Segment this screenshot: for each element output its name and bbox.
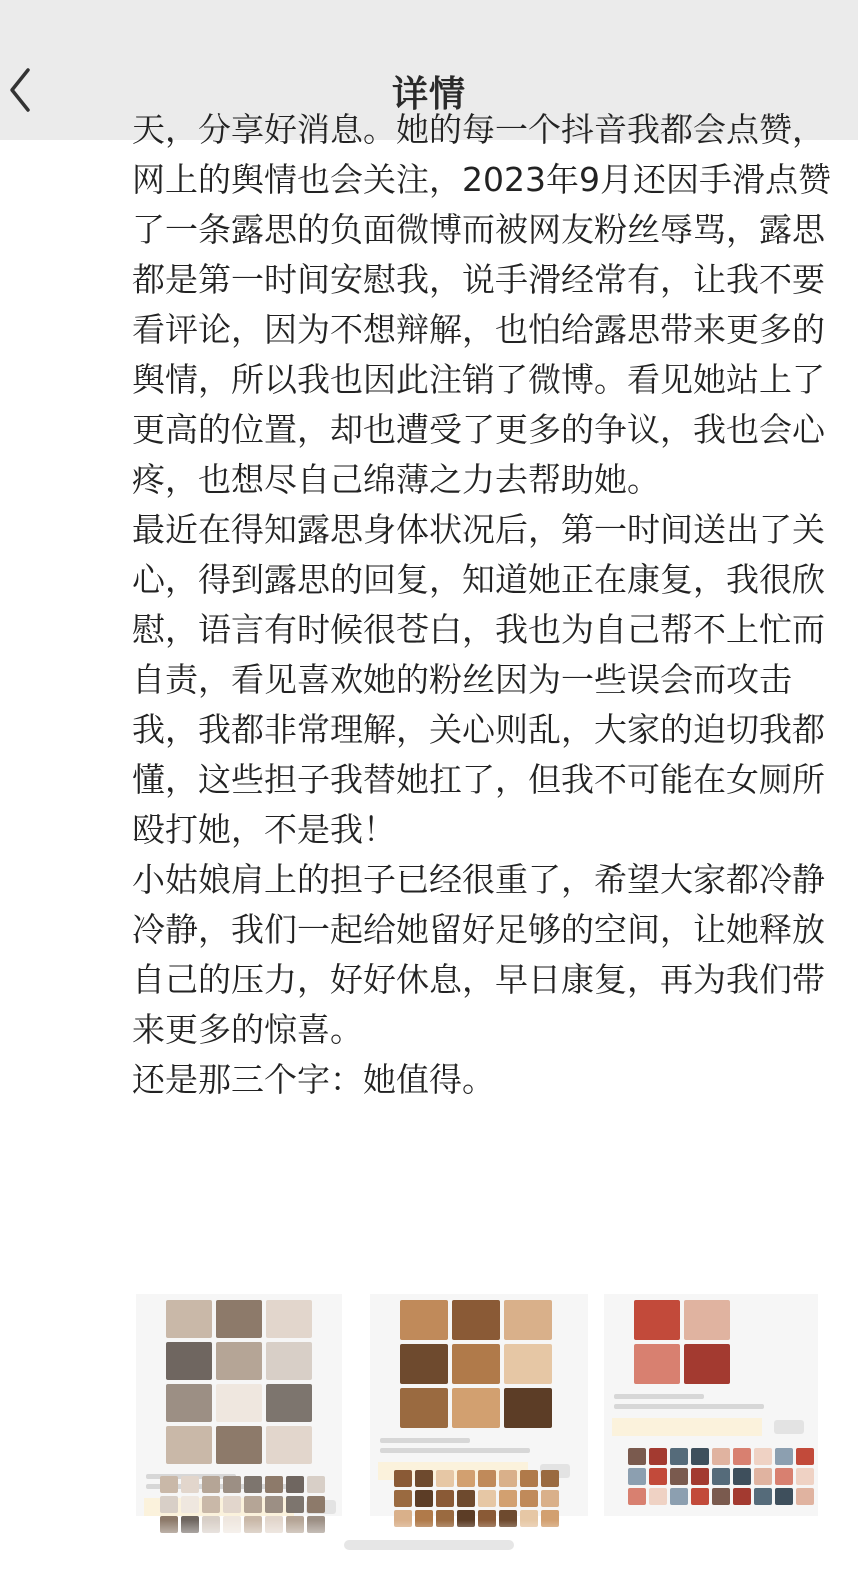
avatar-cell xyxy=(691,1468,709,1485)
screenshot-image-2[interactable] xyxy=(370,1294,588,1516)
status-bar xyxy=(0,0,858,40)
avatar-cell xyxy=(499,1470,517,1487)
avatar-cell xyxy=(796,1468,814,1485)
photo-cell xyxy=(216,1342,262,1380)
avatar-cell xyxy=(733,1448,751,1465)
photo-cell xyxy=(504,1300,552,1340)
avatar-cell xyxy=(478,1470,496,1487)
avatar-cell xyxy=(670,1468,688,1485)
caption-line xyxy=(380,1448,530,1453)
avatar-cell xyxy=(307,1476,325,1493)
avatar-cell xyxy=(628,1448,646,1465)
photo-cell xyxy=(400,1344,448,1384)
avatar-cell xyxy=(202,1496,220,1513)
avatar-cell xyxy=(181,1476,199,1493)
avatar-cell xyxy=(796,1448,814,1465)
avatar-cell xyxy=(754,1448,772,1465)
follow-button xyxy=(774,1420,804,1434)
avatar-cell xyxy=(649,1448,667,1465)
photo-cell xyxy=(166,1426,212,1464)
avatar-cell xyxy=(244,1476,262,1493)
photo-cell xyxy=(400,1300,448,1340)
avatar-cell xyxy=(670,1488,688,1505)
avatar-cell xyxy=(265,1496,283,1513)
avatar-cell xyxy=(436,1470,454,1487)
photo-cell xyxy=(266,1426,312,1464)
avatar-cell xyxy=(754,1468,772,1485)
avatar-cell xyxy=(775,1488,793,1505)
avatar-cell xyxy=(265,1476,283,1493)
avatar-cell xyxy=(712,1468,730,1485)
avatar-cell xyxy=(691,1488,709,1505)
photo-cell xyxy=(634,1344,680,1384)
avatar-cell xyxy=(394,1470,412,1487)
home-indicator xyxy=(344,1540,514,1550)
caption-line xyxy=(380,1438,470,1443)
avatar-cell xyxy=(457,1490,475,1507)
post-paragraph: 小姑娘肩上的担子已经很重了，希望大家都冷静冷静，我们一起给她留好足够的空间，让她释放自己的压力，好好休息，早日康复，再为我们带来更多的惊喜。 xyxy=(132,860,825,1049)
photo-cell xyxy=(216,1300,262,1338)
caption-line xyxy=(614,1404,764,1409)
avatar-cell xyxy=(223,1476,241,1493)
avatar-cell xyxy=(649,1488,667,1505)
avatar-cell xyxy=(628,1468,646,1485)
avatar-cell xyxy=(307,1496,325,1513)
avatar-cell xyxy=(160,1496,178,1513)
photo-cell xyxy=(216,1426,262,1464)
avatar-cell xyxy=(712,1488,730,1505)
photo-cell xyxy=(452,1300,500,1340)
screenshot-image-3[interactable] xyxy=(604,1294,818,1516)
avatar-cell xyxy=(712,1448,730,1465)
post-paragraph: 还是那三个字：她值得。 xyxy=(132,1060,495,1099)
avatar-cell xyxy=(286,1496,304,1513)
photo-cell xyxy=(452,1344,500,1384)
photo-cell xyxy=(166,1300,212,1338)
caption-line xyxy=(614,1394,704,1399)
avatar-cell xyxy=(202,1476,220,1493)
photo-cell xyxy=(504,1344,552,1384)
post-paragraph: 最近在得知露思身体状况后，第一时间送出了关心，得到露思的回复，知道她正在康复，我很欣慰，语言有时候很苍白，我也为自己帮不上忙而自责，看见喜欢她的粉丝因为一些误会而攻击我，我都非常理解，关心则乱，大家的迫切我都懂，这些担子我替她扛了，但我不可能在女厕所殴打她，不是我！ xyxy=(132,510,825,849)
avatar-cell xyxy=(394,1490,412,1507)
photo-cell xyxy=(266,1384,312,1422)
avatar-cell xyxy=(733,1488,751,1505)
avatar-cell xyxy=(541,1490,559,1507)
photo-cell xyxy=(634,1300,680,1340)
post-body xyxy=(132,110,842,1280)
avatar-cell xyxy=(520,1470,538,1487)
avatar-cell xyxy=(415,1490,433,1507)
avatar-cell xyxy=(244,1496,262,1513)
photo-cell xyxy=(266,1342,312,1380)
avatar-cell xyxy=(457,1470,475,1487)
avatar-cell xyxy=(436,1490,454,1507)
avatar-cell xyxy=(775,1448,793,1465)
photo-cell xyxy=(504,1388,552,1428)
avatar-cell xyxy=(499,1490,517,1507)
photo-cell xyxy=(166,1342,212,1380)
avatar-cell xyxy=(160,1476,178,1493)
avatar-cell xyxy=(796,1488,814,1505)
photo-cell xyxy=(166,1384,212,1422)
avatar-cell xyxy=(754,1488,772,1505)
page-title: 详情 xyxy=(391,74,466,115)
photo-cell xyxy=(400,1388,448,1428)
avatar-cell xyxy=(415,1470,433,1487)
avatar-cell xyxy=(286,1476,304,1493)
avatar-cell xyxy=(520,1490,538,1507)
notice-banner xyxy=(612,1418,762,1436)
avatar-cell xyxy=(775,1468,793,1485)
avatar-cell xyxy=(691,1448,709,1465)
avatar-cell xyxy=(541,1470,559,1487)
photo-cell xyxy=(684,1344,730,1384)
photo-cell xyxy=(452,1388,500,1428)
photo-cell xyxy=(684,1300,730,1340)
avatar-cell xyxy=(733,1468,751,1485)
avatar-cell xyxy=(670,1448,688,1465)
post-paragraph: 天，分享好消息。她的每一个抖音我都会点赞，网上的舆情也会关注，2023年9月还因手滑点赞了一条露思的负面微博而被网友粉丝辱骂，露思都是第一时间安慰我，说手滑经常有，让我不要看评论，因为不想辩解，也怕给露思带来更多的舆情，所以我也因此注销了微博。看见她站上了更高的位置，却也遭受了更多的争议，我也会心疼，也想尽自己绵薄之力去帮助她。 xyxy=(132,110,831,499)
avatar-cell xyxy=(628,1488,646,1505)
photo-cell xyxy=(216,1384,262,1422)
screenshot-image-1[interactable] xyxy=(136,1294,342,1516)
avatar-cell xyxy=(181,1496,199,1513)
avatar-cell xyxy=(649,1468,667,1485)
avatar-cell xyxy=(478,1490,496,1507)
avatar-cell xyxy=(223,1496,241,1513)
photo-cell xyxy=(266,1300,312,1338)
